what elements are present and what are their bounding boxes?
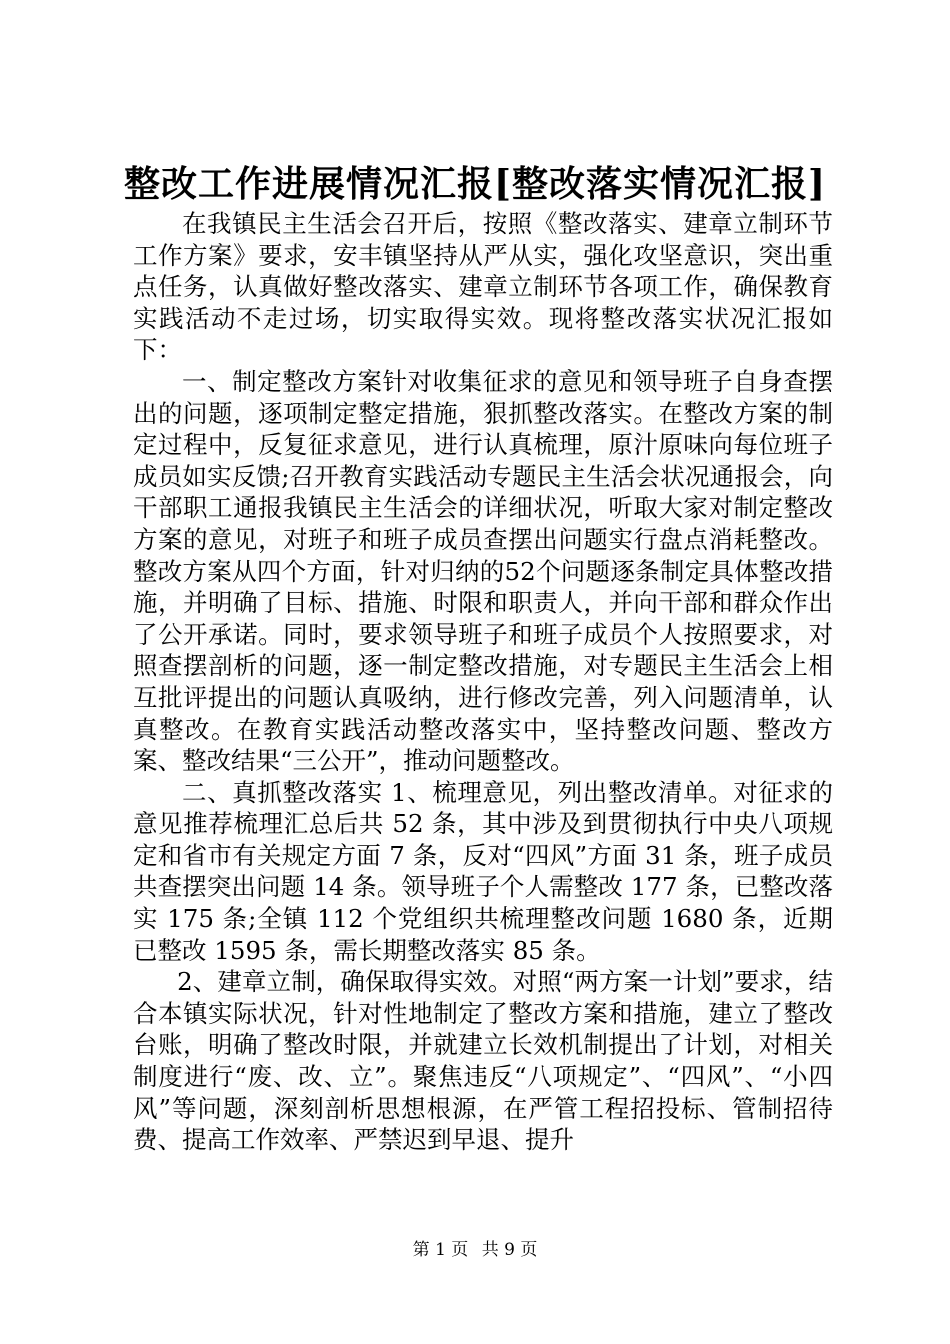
page-number: 第 1 页 — [412, 1240, 469, 1260]
document-title: 整改工作进展情况汇报[整改落实情况汇报] — [123, 163, 827, 205]
document-body — [133, 208, 833, 1156]
page-footer — [0, 1238, 950, 1262]
paragraph-intro: 在我镇民主生活会召开后，按照《整改落实、建章立制环节工作方案》要求，安丰镇坚持从严从实，强化攻坚意识，突出重点任务，认真做好整改落实、建章立制环节各项工作，确保教育实践活动不走过场，切实取得实效。现将整改落实状况汇报如下： — [133, 209, 833, 365]
page-total: 共 9 页 — [481, 1240, 538, 1260]
paragraph-section-1: 一、制定整改方案针对收集征求的意见和领导班子自身查摆出的问题，逐项制定整定措施，狠抓整改落实。在整改方案的制定过程中，反复征求意见，进行认真梳理，原汁原味向每位班子成员如实反馈;召开教育实践活动专题民主生活会状况通报会，向干部职工通报我镇民主生活会的详细状况，听取大家对制定整改方案的意见，对班子和班子成员查摆出问题实行盘点消耗整改。整改方案从四个方面，针对归纳的52个问题逐条制定具体整改措施，并明确了目标、措施、时限和职责人，并向干部和群众作出了公开承诺。同时，要求领导班子和班子成员个人按照要求，对照查摆剖析的问题，逐一制定整改措施，对专题民主生活会上相互批评提出的问题认真吸纳，进行修改完善，列入问题清单，认真整改。在教育实践活动整改落实中，坚持整改问题、整改方案、整改结果“三公开”，推动问题整改。 — [133, 366, 833, 776]
paragraph-section-2-item-2: 2、建章立制，确保取得实效。对照“两方案一计划”要求，结合本镇实际状况，针对性地制定了整改方案和措施，建立了整改台账，明确了整改时限，并就建立长效机制提出了计划，对相关制度进行“废、改、立”。聚焦违反“八项规定”、“四风”、“小四风”等问题，深刻剖析思想根源，在严管工程招投标、管制招待费、提高工作效率、严禁迟到早退、提升 — [133, 967, 833, 1155]
paragraph-section-2: 二、真抓整改落实 1、梳理意见，列出整改清单。对征求的意见推荐梳理汇总后共 52 条，其中涉及到贯彻执行中央八项规定和省市有关规定方面 7 条，反对“四风”方面 31 条，班子成员共查摆突出问题 14 条。领导班子个人需整改 177 条，已整改落实 175 条;全镇 112 个党组织共梳理整改问题 1680 条，近期已整改 1595 条，需长期整改落实 85 条。 — [133, 777, 833, 965]
